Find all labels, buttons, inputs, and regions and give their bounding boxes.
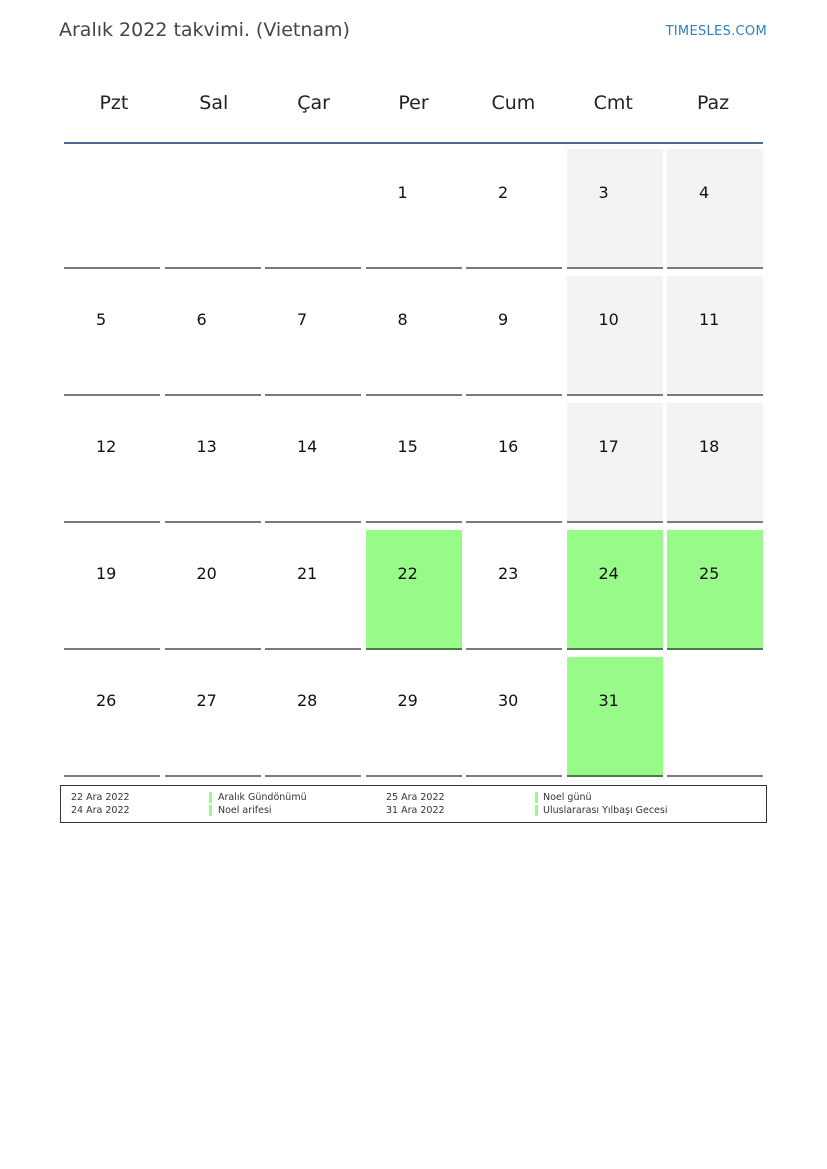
day-cell [64, 657, 160, 777]
day-number: 20 [196, 564, 217, 583]
legend-date: 22 Ara 2022 [71, 792, 130, 803]
legend-color-bar [535, 805, 538, 816]
legend-color-bar [535, 792, 538, 803]
day-cell [366, 403, 462, 523]
day-cell [667, 403, 763, 523]
day-cell [64, 276, 160, 396]
legend-date: 25 Ara 2022 [386, 792, 445, 803]
day-number: 24 [598, 564, 619, 583]
day-cell [466, 657, 562, 777]
day-number: 25 [699, 564, 720, 583]
day-cell [64, 403, 160, 523]
day-cell [466, 403, 562, 523]
day-number: 16 [498, 437, 519, 456]
day-cell [667, 276, 763, 396]
legend-date: 24 Ara 2022 [71, 805, 130, 816]
day-cell [366, 657, 462, 777]
day-cell [265, 276, 361, 396]
day-number: 9 [498, 310, 509, 329]
day-number: 19 [96, 564, 117, 583]
day-number: 12 [96, 437, 117, 456]
day-cell [667, 530, 763, 650]
empty-day-cell [64, 149, 160, 269]
legend-color-bar [209, 792, 212, 803]
legend-color-bar [209, 805, 212, 816]
legend-date: 31 Ara 2022 [386, 805, 445, 816]
day-cell [165, 403, 261, 523]
day-cell [667, 149, 763, 269]
day-number: 4 [699, 183, 710, 202]
day-cell [567, 403, 663, 523]
weeks-grid [64, 149, 763, 784]
weekday-header [64, 63, 763, 144]
day-number: 1 [397, 183, 408, 202]
day-number: 11 [699, 310, 720, 329]
legend-holiday-name: Uluslararası Yılbaşı Gecesi [543, 805, 668, 816]
weekday-mon: Pzt [99, 91, 129, 114]
calendar-grid [64, 63, 763, 784]
day-number: 10 [598, 310, 619, 329]
day-cell [366, 149, 462, 269]
day-cell [165, 276, 261, 396]
day-number: 31 [598, 691, 619, 710]
day-cell [567, 530, 663, 650]
day-cell [265, 530, 361, 650]
day-cell [165, 530, 261, 650]
day-number: 6 [196, 310, 207, 329]
day-cell [466, 149, 562, 269]
day-number: 28 [297, 691, 318, 710]
weekday-fri: Cum [491, 91, 536, 114]
empty-day-cell [165, 149, 261, 269]
weekday-tue: Sal [199, 91, 229, 114]
day-number: 23 [498, 564, 519, 583]
weekday-thu: Per [398, 91, 429, 114]
day-number: 17 [598, 437, 619, 456]
empty-day-cell [667, 657, 763, 777]
day-cell [265, 403, 361, 523]
day-cell [466, 276, 562, 396]
day-cell [366, 530, 462, 650]
day-cell [64, 530, 160, 650]
day-number: 29 [397, 691, 418, 710]
day-number: 3 [598, 183, 609, 202]
weekday-sat: Cmt [593, 91, 633, 114]
holiday-legend [60, 785, 767, 823]
day-number: 30 [498, 691, 519, 710]
day-cell [567, 276, 663, 396]
day-number: 15 [397, 437, 418, 456]
day-number: 26 [96, 691, 117, 710]
day-cell [165, 657, 261, 777]
weekday-sun: Paz [696, 91, 730, 114]
day-number: 13 [196, 437, 217, 456]
page-title: Aralık 2022 takvimi. (Vietnam) [59, 19, 350, 41]
day-number: 18 [699, 437, 720, 456]
day-cell [265, 657, 361, 777]
day-number: 27 [196, 691, 217, 710]
day-number: 21 [297, 564, 318, 583]
weekday-wed: Çar [297, 91, 330, 114]
brand-link[interactable]: TIMESLES.COM [665, 24, 767, 39]
day-number: 14 [297, 437, 318, 456]
day-number: 7 [297, 310, 308, 329]
legend-holiday-name: Noel günü [543, 792, 592, 803]
day-cell [366, 276, 462, 396]
day-number: 2 [498, 183, 509, 202]
day-cell [567, 149, 663, 269]
legend-holiday-name: Aralık Gündönümü [218, 792, 307, 803]
empty-day-cell [265, 149, 361, 269]
day-cell [567, 657, 663, 777]
day-number: 22 [397, 564, 418, 583]
day-number: 5 [96, 310, 107, 329]
day-cell [466, 530, 562, 650]
day-number: 8 [397, 310, 408, 329]
legend-holiday-name: Noel arifesi [218, 805, 272, 816]
